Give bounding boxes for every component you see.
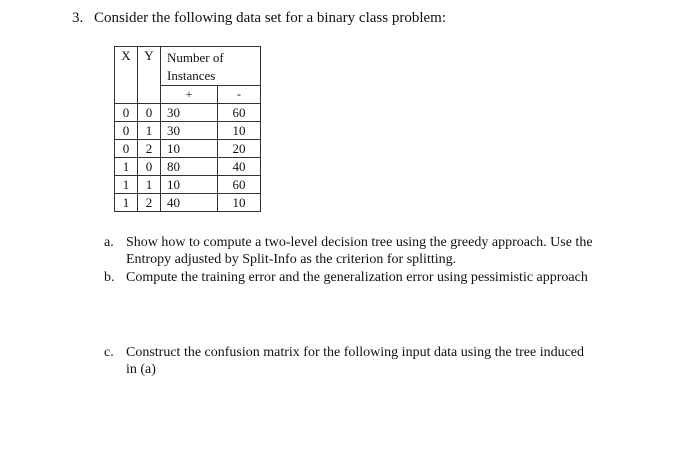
table-row xyxy=(115,194,261,212)
cell-y: 1 xyxy=(138,122,161,140)
cell-neg: 20 xyxy=(218,140,261,158)
table-row xyxy=(115,140,261,158)
cell-neg: 60 xyxy=(218,176,261,194)
header-x: X xyxy=(115,47,138,104)
table-row xyxy=(115,122,261,140)
part-c-text: Construct the confusion matrix for the following input data using the tree induced in (a) xyxy=(126,345,585,377)
cell-x: 0 xyxy=(115,122,138,140)
cell-pos: 30 xyxy=(161,122,218,140)
class-negative: - xyxy=(218,86,261,104)
question-number: 3. xyxy=(72,10,84,26)
question-title xyxy=(72,10,446,27)
cell-x: 1 xyxy=(115,158,138,176)
cell-pos: 10 xyxy=(161,176,218,194)
cell-y: 1 xyxy=(138,176,161,194)
cell-neg: 10 xyxy=(218,122,261,140)
cell-neg: 10 xyxy=(218,194,261,212)
part-a-label: a. xyxy=(104,235,114,250)
class-positive: + xyxy=(161,86,218,104)
cell-pos: 80 xyxy=(161,158,218,176)
data-table xyxy=(114,46,261,212)
cell-y: 0 xyxy=(138,104,161,122)
part-c xyxy=(104,344,596,378)
cell-y: 2 xyxy=(138,140,161,158)
header-instances: Number of Instances xyxy=(161,47,261,86)
part-b-text: Compute the training error and the generalization error using pessimistic approach xyxy=(126,270,588,285)
table-row xyxy=(115,176,261,194)
cell-neg: 60 xyxy=(218,104,261,122)
table-row xyxy=(115,158,261,176)
part-a-text: Show how to compute a two-level decision tree using the greedy approach. Use the Entropy adjusted by Split-Info as the criterion for splitting. xyxy=(126,235,593,267)
cell-pos: 40 xyxy=(161,194,218,212)
cell-x: 1 xyxy=(115,194,138,212)
part-b-label: b. xyxy=(104,270,115,285)
part-c-label: c. xyxy=(104,345,114,360)
header-y: Y xyxy=(138,47,161,104)
cell-pos: 30 xyxy=(161,104,218,122)
part-a xyxy=(104,234,596,268)
question-text: Consider the following data set for a binary class problem: xyxy=(94,10,446,26)
cell-y: 0 xyxy=(138,158,161,176)
cell-x: 1 xyxy=(115,176,138,194)
question-parts xyxy=(104,234,596,379)
part-b xyxy=(104,269,596,286)
cell-x: 0 xyxy=(115,140,138,158)
cell-neg: 40 xyxy=(218,158,261,176)
cell-x: 0 xyxy=(115,104,138,122)
table-row xyxy=(115,104,261,122)
cell-pos: 10 xyxy=(161,140,218,158)
table-header-row xyxy=(115,47,261,86)
cell-y: 2 xyxy=(138,194,161,212)
